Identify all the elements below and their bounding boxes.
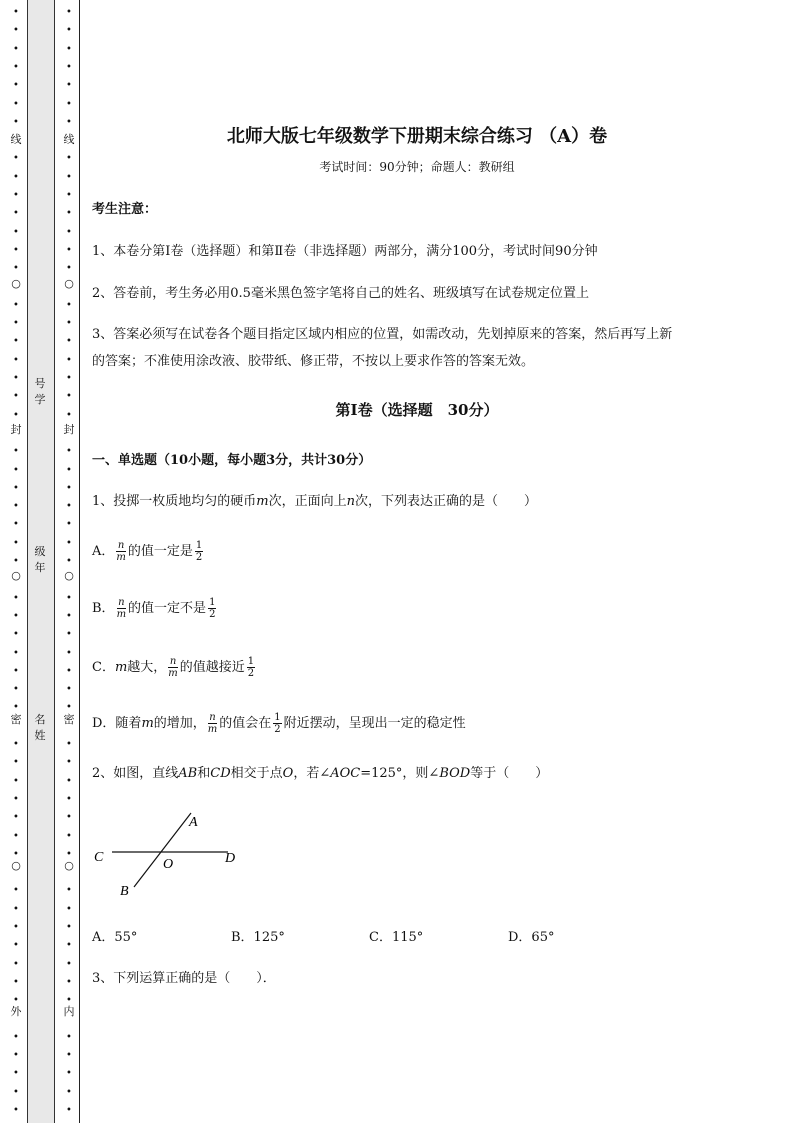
strip-label-grade: 级 年: [34, 545, 46, 574]
question-2-option-d[interactable]: D．65°: [508, 930, 555, 945]
binding-dot: •: [66, 208, 72, 220]
binding-dot: •: [66, 903, 72, 915]
binding-dot: •: [13, 98, 19, 110]
binding-dot: •: [66, 702, 72, 714]
right-binding-mark: 线: [63, 133, 75, 146]
label-b: B: [120, 884, 129, 899]
binding-dot: •: [66, 995, 72, 1007]
binding-dot: •: [66, 318, 72, 330]
binding-dot: •: [13, 373, 19, 384]
binding-dot: •: [66, 482, 72, 494]
binding-dot: •: [66, 629, 72, 641]
binding-dot: •: [66, 940, 72, 952]
binding-dot: •: [13, 25, 19, 37]
binding-dot: •: [66, 684, 72, 696]
binding-dot: •: [66, 830, 72, 842]
binding-dot: •: [66, 793, 72, 805]
binding-dot: •: [66, 556, 72, 567]
page-title: 北师大版七年级数学下册期末综合练习 （A）卷: [226, 126, 608, 147]
label-o: O: [163, 857, 174, 872]
binding-dot: •: [13, 336, 19, 348]
exam-info: 考试时间：90分钟；命题人：教研组: [319, 160, 515, 174]
binding-dot: •: [66, 409, 72, 421]
binding-dot: •: [13, 885, 19, 897]
notice-heading: 考生注意：: [92, 202, 158, 217]
binding-dot: •: [66, 647, 72, 659]
binding-dot: •: [13, 812, 19, 824]
binding-dot: •: [13, 482, 19, 494]
binding-dot: •: [66, 537, 72, 549]
right-binding-mark: ○: [64, 859, 74, 872]
binding-dot: •: [66, 446, 72, 458]
binding-dot: •: [66, 391, 72, 403]
left-binding-mark: ○: [11, 277, 21, 290]
binding-dot: •: [13, 1105, 19, 1116]
section-title: 第I卷（选择题 30分）: [335, 401, 499, 419]
binding-dot: •: [66, 1031, 72, 1043]
binding-dot: •: [66, 757, 72, 769]
strip-label-name: 名 姓: [34, 713, 46, 742]
binding-dot: •: [66, 885, 72, 897]
binding-dot: •: [66, 7, 72, 18]
label-d: D: [225, 851, 236, 866]
left-binding-mark: ○: [11, 859, 21, 872]
binding-dot: •: [13, 537, 19, 549]
notice-item-3-line-2: 的答案；不准使用涂改液、胶带纸、修正带，不按以上要求作答的答案无效。: [92, 354, 535, 369]
binding-dot: •: [66, 43, 72, 55]
binding-dot: •: [66, 922, 72, 933]
binding-dot: •: [13, 43, 19, 55]
question-2-option-a[interactable]: A．55°: [92, 930, 138, 945]
binding-dot: •: [13, 171, 19, 183]
line-ab: [134, 813, 191, 887]
binding-dot: •: [66, 464, 72, 476]
left-binding-mark: 密: [10, 713, 22, 726]
binding-dot: •: [13, 629, 19, 641]
label-a: A: [189, 815, 198, 830]
question-2-option-b[interactable]: B．125°: [231, 930, 285, 945]
binding-dot: •: [13, 684, 19, 696]
binding-dot: •: [66, 665, 72, 677]
notice-item-2: 2、答卷前，考生务必用0.5毫米黑色签字笔将自己的姓名、班级填写在试卷规定位置上: [92, 286, 589, 301]
binding-dot: •: [66, 116, 72, 128]
binding-dot: •: [66, 592, 72, 604]
binding-dot: •: [66, 501, 72, 513]
left-binding-column: [9, 0, 23, 1123]
binding-dot: •: [13, 501, 19, 513]
binding-dot: •: [66, 1068, 72, 1080]
binding-dot: •: [66, 226, 72, 238]
binding-dot: •: [13, 610, 19, 622]
part-heading: 一、单选题（10小题，每小题3分，共计30分）: [92, 453, 372, 468]
binding-dot: •: [66, 336, 72, 348]
binding-dot: •: [13, 80, 19, 92]
question-1-option-c[interactable]: C．m越大， $\frac{n}{m}$ 的值越接近 $\frac{1}{2}$: [92, 656, 255, 679]
right-binding-mark: ○: [64, 569, 74, 582]
left-binding-mark: ○: [11, 569, 21, 582]
question-2-option-c[interactable]: C．115°: [369, 930, 424, 945]
binding-dot: •: [13, 958, 19, 970]
binding-dot: •: [66, 848, 72, 860]
binding-dot: •: [13, 922, 19, 933]
binding-dot: •: [13, 446, 19, 458]
binding-dot: •: [13, 7, 19, 18]
binding-dot: •: [13, 1031, 19, 1043]
binding-dot: •: [13, 409, 19, 421]
binding-dot: •: [13, 153, 19, 165]
binding-dot: •: [13, 226, 19, 238]
question-1-option-b[interactable]: B． $\frac{n}{m}$ 的值一定不是 $\frac{1}{2}$: [92, 597, 216, 620]
binding-dot: •: [13, 116, 19, 128]
binding-dot: •: [13, 775, 19, 787]
binding-dot: •: [66, 610, 72, 622]
question-2-stem: 2、如图，直线AB和CD相交于点O，若∠AOC=125°，则∠BOD等于（ ）: [92, 766, 549, 781]
binding-dot: •: [66, 739, 72, 750]
binding-dot: •: [13, 464, 19, 476]
binding-dot: •: [13, 1050, 19, 1062]
binding-dot: •: [13, 995, 19, 1007]
question-1-stem: 1、投掷一枚质地均匀的硬币m次，正面向上n次，下列表达正确的是（ ）: [92, 494, 538, 509]
right-binding-mark: ○: [64, 277, 74, 290]
binding-dot: •: [13, 244, 19, 256]
binding-dot: •: [13, 830, 19, 842]
right-binding-mark: 密: [63, 713, 75, 726]
right-binding-column: [62, 0, 76, 1123]
binding-dot: •: [66, 1105, 72, 1116]
binding-dot: •: [13, 208, 19, 220]
left-binding-mark: 线: [10, 133, 22, 146]
strip-label-number: 号 学: [34, 377, 46, 406]
binding-dot: •: [13, 190, 19, 201]
binding-dot: •: [66, 263, 72, 275]
binding-dot: •: [66, 958, 72, 970]
binding-dot: •: [66, 373, 72, 384]
binding-dot: •: [13, 391, 19, 403]
binding-dot: •: [66, 812, 72, 824]
binding-dot: •: [13, 793, 19, 805]
binding-dot: •: [13, 1086, 19, 1098]
binding-dot: •: [13, 665, 19, 677]
binding-dot: •: [13, 903, 19, 915]
binding-dot: •: [66, 25, 72, 37]
question-2-figure: [88, 805, 248, 905]
binding-dot: •: [66, 244, 72, 256]
binding-dot: •: [13, 354, 19, 366]
right-binding-mark: 内: [63, 1005, 75, 1018]
question-1-option-a[interactable]: A． $\frac{n}{m}$ 的值一定是 $\frac{1}{2}$: [92, 540, 203, 563]
notice-item-3-line-1: 3、答案必须写在试卷各个题目指定区域内相应的位置，如需改动，先划掉原来的答案，然后再写上新: [92, 327, 673, 342]
binding-dot: •: [66, 1086, 72, 1098]
binding-dot: •: [13, 61, 19, 73]
left-binding-mark: 外: [10, 1005, 22, 1018]
question-1-option-d[interactable]: D．随着m的增加， $\frac{n}{m}$ 的值会在 $\frac{1}{2}$ 附近摆动，呈现出一定的稳定性: [92, 712, 466, 735]
binding-dot: •: [13, 318, 19, 330]
binding-dot: •: [13, 976, 19, 988]
binding-dot: •: [13, 263, 19, 275]
question-3-stem: 3、下列运算正确的是（ ）．: [92, 971, 276, 986]
binding-dot: •: [66, 61, 72, 73]
left-binding-mark: 封: [10, 423, 22, 436]
binding-dot: •: [66, 775, 72, 787]
binding-dot: •: [66, 190, 72, 201]
binding-dot: •: [13, 739, 19, 750]
binding-dot: •: [66, 153, 72, 165]
binding-dot: •: [66, 354, 72, 366]
binding-dot: •: [13, 299, 19, 311]
binding-dot: •: [13, 519, 19, 531]
binding-dot: •: [66, 80, 72, 92]
binding-dot: •: [13, 556, 19, 567]
binding-dot: •: [13, 647, 19, 659]
binding-dot: •: [13, 940, 19, 952]
binding-dot: •: [66, 299, 72, 311]
binding-dot: •: [13, 702, 19, 714]
right-binding-mark: 封: [63, 423, 75, 436]
binding-dot: •: [66, 98, 72, 110]
margin-line: [79, 0, 80, 1123]
binding-dot: •: [13, 592, 19, 604]
notice-item-1: 1、本卷分第I卷（选择题）和第Ⅱ卷（非选择题）两部分，满分100分，考试时间90分钟: [92, 244, 598, 259]
binding-dot: •: [13, 1068, 19, 1080]
binding-dot: •: [66, 976, 72, 988]
binding-dot: •: [66, 519, 72, 531]
label-c: C: [94, 850, 104, 865]
binding-dot: •: [66, 1050, 72, 1062]
binding-dot: •: [66, 171, 72, 183]
binding-dot: •: [13, 848, 19, 860]
binding-dot: •: [13, 757, 19, 769]
